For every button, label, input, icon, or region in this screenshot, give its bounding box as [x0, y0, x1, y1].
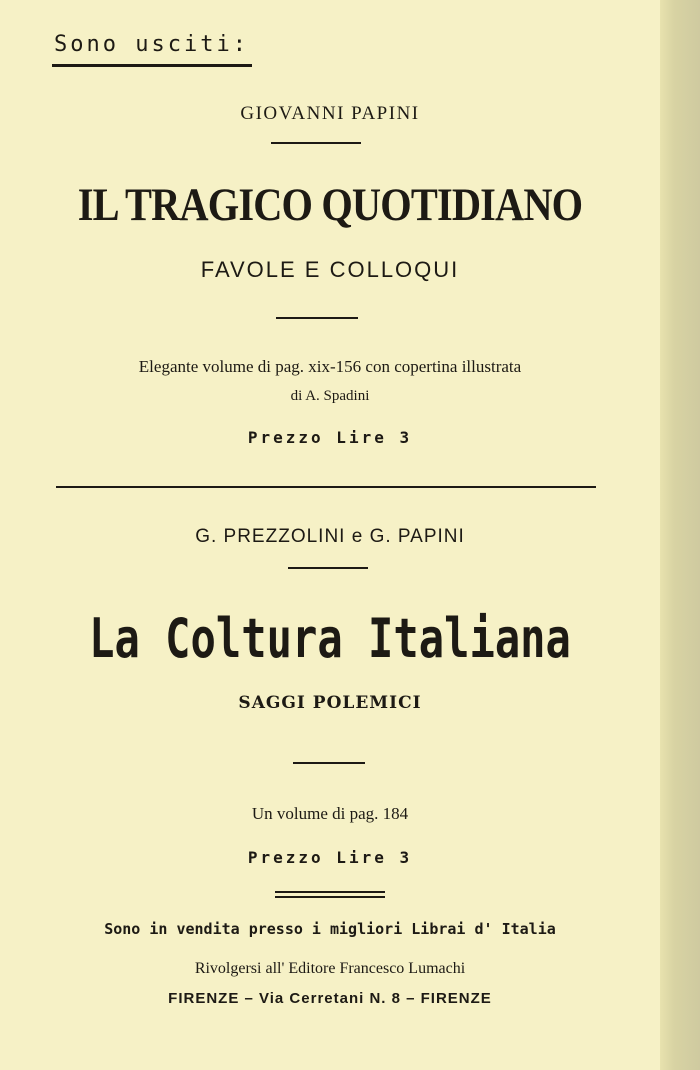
book2-description: Un volume di pag. 184 [251, 804, 409, 823]
book2-price: Prezzo Lire 3 [247, 848, 413, 867]
divider [276, 317, 358, 319]
book1-author: GIOVANNI PAPINI [240, 103, 420, 124]
book2-authors: G. PREZZOLINI e G. PAPINI [195, 526, 465, 547]
double-rule-top [275, 891, 385, 893]
book1-title: IL TRAGICO QUOTIDIANO [77, 179, 583, 231]
double-rule-bottom [275, 896, 385, 898]
divider [288, 567, 368, 569]
publisher-contact: Rivolgersi all' Editore Francesco Lumachi [194, 960, 466, 977]
section-divider [56, 486, 596, 488]
sale-notice: Sono in vendita presso i migliori Librai d' Italia [104, 920, 556, 938]
divider [293, 762, 365, 764]
book1-subtitle: FAVOLE E COLLOQUI [200, 257, 460, 282]
book1-price: Prezzo Lire 3 [247, 428, 413, 447]
book1-description: Elegante volume di pag. xix-156 con copertina illustrata [138, 357, 522, 376]
book2-title: La Coltura Italiana [89, 607, 571, 670]
book1-illustrator: di A. Spadini [290, 388, 370, 404]
divider [271, 142, 361, 144]
heading-underline [52, 64, 252, 67]
book2-subtitle: SAGGI POLEMICI [238, 693, 422, 713]
page-edge [660, 0, 700, 1070]
publisher-address: FIRENZE – Via Cerretani N. 8 – FIRENZE [168, 990, 492, 1007]
page-heading: Sono usciti: [54, 32, 249, 57]
